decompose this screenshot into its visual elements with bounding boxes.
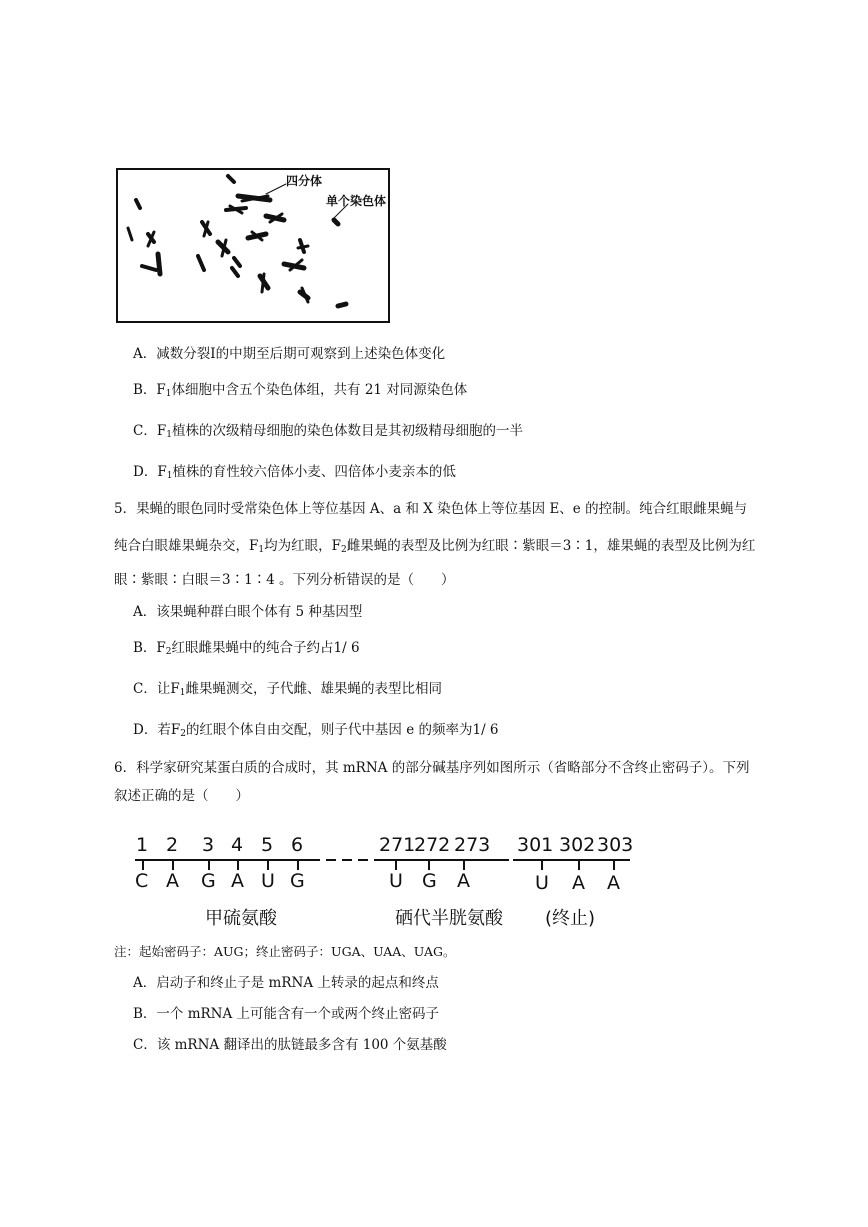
- amino-acid-met: 甲硫氨酸: [205, 908, 277, 929]
- q6-option-a: A．启动子和终止子是 mRNA 上转录的起点和终点: [133, 975, 439, 991]
- codon-position-5: 5: [261, 834, 274, 856]
- q5-stem-line1: 5．果蝇的眼色同时受常染色体上等位基因 A、a 和 X 染色体上等位基因 E、e 的控制。纯合红眼雌果蝇与: [114, 501, 748, 517]
- q4-option-a: A．减数分裂Ⅰ的中期至后期可观察到上述染色体变化: [133, 346, 446, 362]
- base-3: G: [201, 870, 216, 892]
- q5-option-b: B．$F_2$红眼雌果蝇中的纯合子约占1/ 6: [133, 640, 360, 657]
- codon-position-6: 6: [291, 834, 304, 856]
- q4-option-d: D．$F_1$植株的育性较六倍体小麦、四倍体小麦亲本的低: [133, 464, 456, 481]
- codon-position-4: 4: [231, 834, 244, 856]
- q6-option-b: B．一个 mRNA 上可能含有一个或两个终止密码子: [133, 1006, 440, 1022]
- base-2: A: [166, 870, 179, 892]
- base-272: G: [422, 870, 437, 892]
- codon-position-302: 302: [559, 834, 596, 856]
- q5-stem-line3: 眼∶紫眼∶白眼＝3∶1∶4 。下列分析错误的是（ ）: [114, 572, 455, 588]
- q4-option-b: B．$F_1$体细胞中含五个染色体组，共有 21 对同源染色体: [133, 382, 468, 399]
- q4-option-c: C．$F_1$植株的次级精母细胞的染色体数目是其初级精母细胞的一半: [133, 423, 523, 440]
- base-4: A: [231, 870, 244, 892]
- q6-stem-line1: 6．科学家研究某蛋白质的合成时，其 mRNA 的部分碱基序列如图所示（省略部分不含终止密码子）。下列: [114, 760, 750, 776]
- q6-note: 注：起始密码子：AUG；终止密码子：UGA、UAA、UAG。: [114, 944, 456, 959]
- base-5: U: [261, 870, 275, 892]
- q5-option-c: C．让$F_1$雌果蝇测交，子代雌、雄果蝇的表型比相同: [133, 681, 442, 698]
- mrna-sequence-figure: [125, 830, 645, 930]
- q5-option-d: D．若$F_2$的红眼个体自由交配，则子代中基因 e 的频率为1/ 6: [133, 722, 499, 739]
- q6-option-c: C．该 mRNA 翻译出的肽链最多含有 100 个氨基酸: [133, 1037, 447, 1053]
- stop-label: (终止): [545, 908, 596, 929]
- codon-position-2: 2: [166, 834, 179, 856]
- codon-position-1: 1: [136, 834, 149, 856]
- codon-position-303: 303: [597, 834, 634, 856]
- q6-stem-line2: 叙述正确的是（ ）: [114, 788, 249, 804]
- q5-option-a: A．该果蝇种群白眼个体有 5 种基因型: [133, 604, 363, 620]
- q5-stem-line2: 纯合白眼雄果蝇杂交，$F_1$均为红眼，$F_2$雌果蝇的表型及比例为红眼∶紫眼＝3∶1，雄果蝇的表型及比例为红: [114, 538, 756, 555]
- codon-position-3: 3: [202, 834, 215, 856]
- codon-position-272: 272: [414, 834, 451, 856]
- codon-position-301: 301: [517, 834, 554, 856]
- base-271: U: [389, 870, 403, 892]
- single-chromosome-label: 单个染色体: [326, 194, 387, 208]
- codon-position-273: 273: [454, 834, 491, 856]
- base-303: A: [607, 872, 620, 894]
- amino-acid-sec: 硒代半胱氨酸: [395, 908, 503, 929]
- codon-position-271: 271: [379, 834, 416, 856]
- base-302: A: [572, 872, 585, 894]
- chromosome-figure: [116, 168, 390, 323]
- base-301: U: [535, 872, 549, 894]
- base-1: C: [135, 870, 149, 892]
- base-6: G: [290, 870, 305, 892]
- tetrad-label: 四分体: [286, 174, 323, 188]
- base-273: A: [457, 870, 470, 892]
